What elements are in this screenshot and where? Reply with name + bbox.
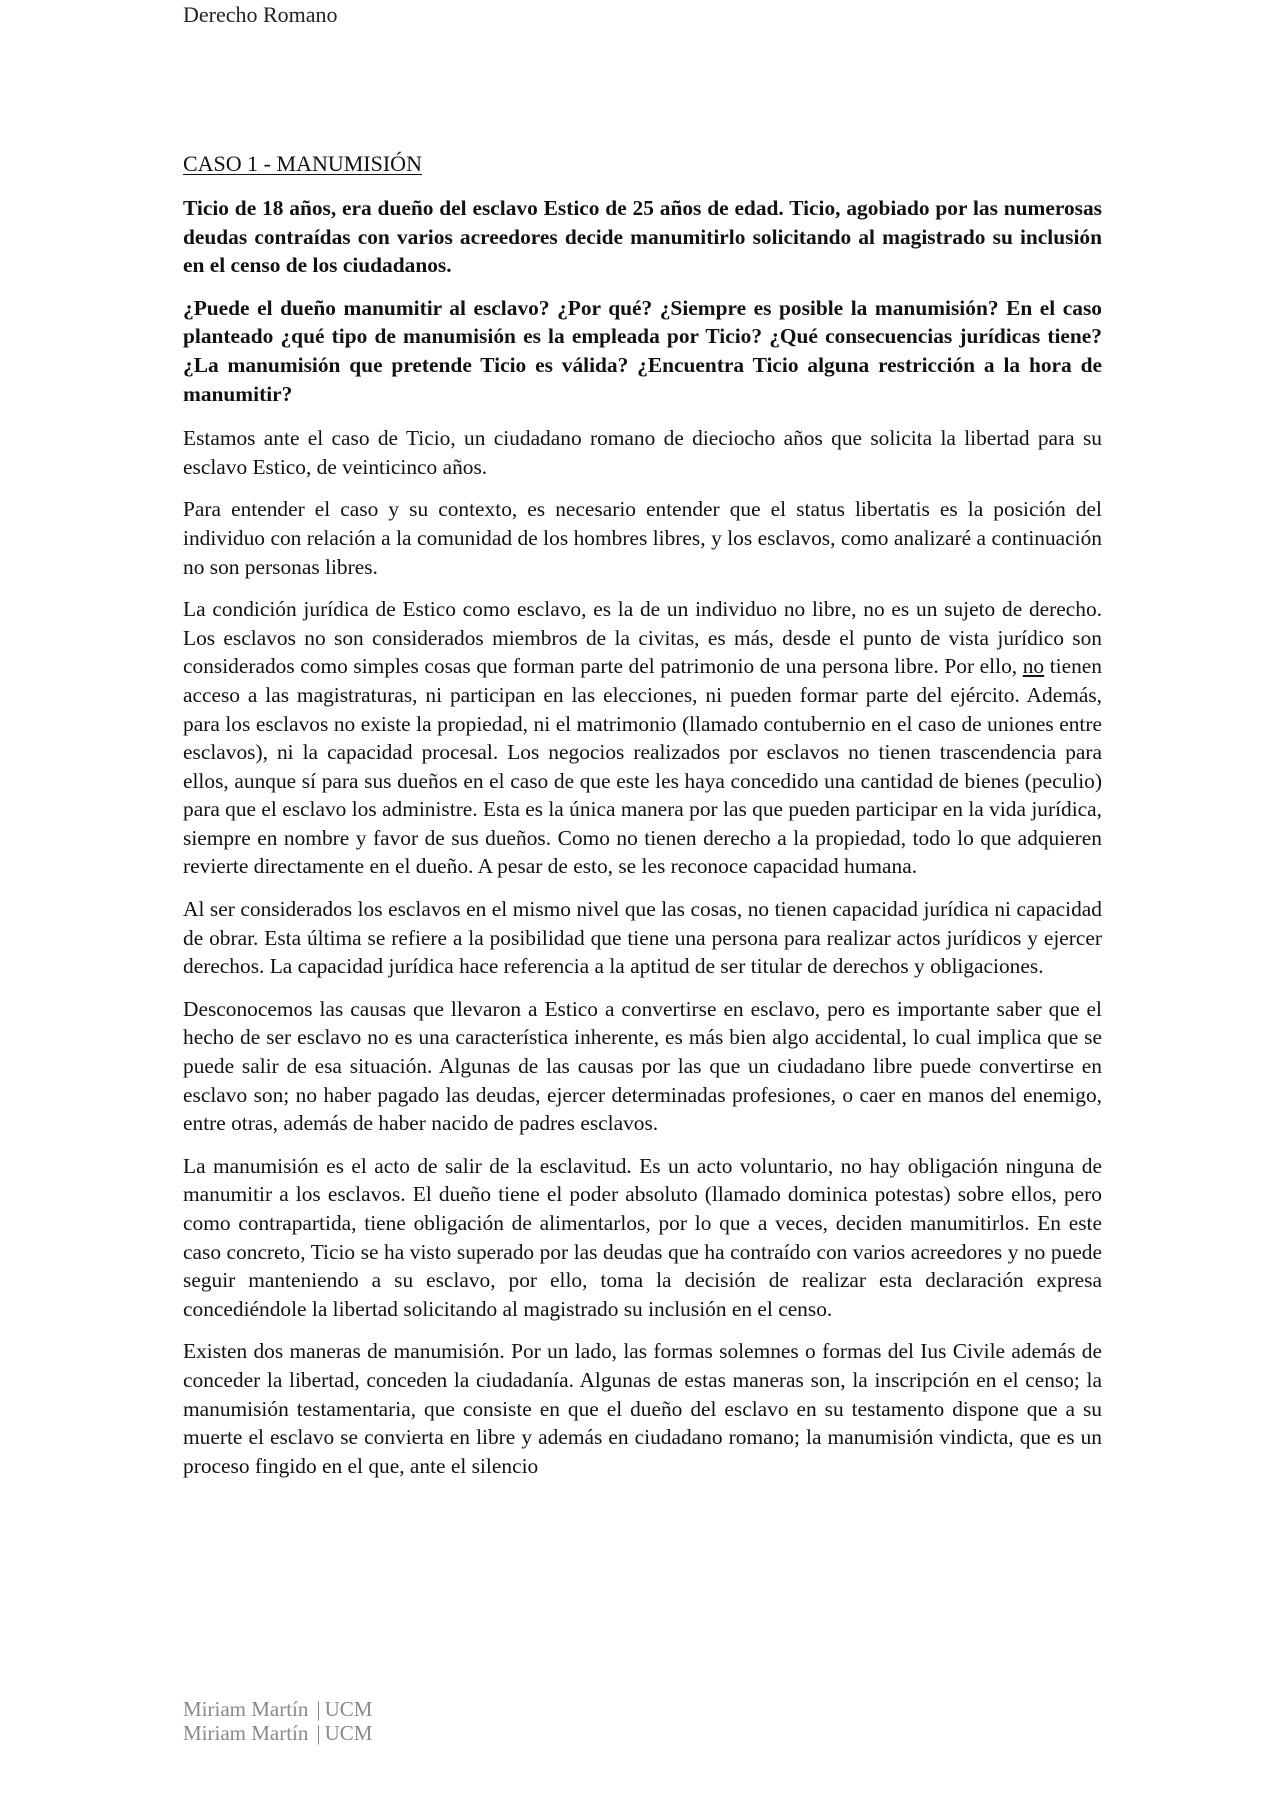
footer-line xyxy=(183,1721,372,1745)
paragraph-causas: Desconocemos las causas que llevaron a Estico a convertirse en esclavo, pero es importante saber que el hecho de ser esclavo no es una característica inherente, es más bien algo accidental, lo cual implica que se puede salir de esa situación. Algunas de las causas por las que un ciudadano libre puede convertirse en esclavo son; no haber pagado las deudas, ejercer determinadas profesiones, o caer en manos del enemigo, entre otras, además de haber nacido de padres esclavos. xyxy=(183,996,1102,1136)
paragraph-text: tienen acceso a las magistraturas, ni participan en las elecciones, ni pueden formar parte del ejército. Además, para los esclavos no existe la propiedad, ni el matrimonio (llamado contubernio en el caso de uniones entre esclavos), ni la capacidad procesal. Los negocios realizados por esclavos no tienen trascendencia para ellos, aunque sí para sus dueños en el caso de que este les haya concedido una cantidad de bienes (peculio) para que el esclavo los administre. Esta es la única manera por las que pueden participar en la vida jurídica, siempre en nombre y favor de sus dueños. Como no tienen derecho a la propiedad, todo lo que adquieren revierte directamente en el dueño. A pesar de esto, se les reconoce capacidad humana. xyxy=(183,654,1102,879)
case-questions: ¿Puede el dueño manumitir al esclavo? ¿Por qué? ¿Siempre es posible la manumisión? En el caso planteado ¿qué tipo de manumisión es la empleada por Ticio? ¿Qué consecuencias jurídicas tiene? ¿La manumisión que pretende Ticio es válida? ¿Encuentra Ticio alguna restricción a la hora de manumitir? xyxy=(183,295,1102,406)
underlined-word: no xyxy=(1022,654,1045,679)
footer-author: Miriam Martín xyxy=(183,1721,309,1745)
paragraph-condicion-juridica xyxy=(183,595,1102,881)
paragraph-intro: Estamos ante el caso de Ticio, un ciudadano romano de dieciocho años que solicita la libertad para su esclavo Estico, de veinticinco años. xyxy=(183,426,1102,479)
paragraph-manumision: La manumisión es el acto de salir de la esclavitud. Es un acto voluntario, no hay obligación ninguna de manumitir a los esclavos. El dueño tiene el poder absoluto (llamado dominica potestas) sobre ellos, pero como contrapartida, tiene obligación de alimentarlos, por lo que a veces, deciden manumitirlos. En este caso concreto, Ticio se ha visto superado por las deudas que ha contraído con varios acreedores y no puede seguir manteniendo a su esclavo, por ello, toma la decisión de realizar esta declaración expresa concediéndole la libertad solicitando al magistrado su inclusión en el censo. xyxy=(183,1153,1102,1321)
footer-line xyxy=(183,1697,372,1721)
footer-separator: | xyxy=(316,1697,321,1721)
footer-separator: | xyxy=(316,1721,321,1745)
footer-institution: UCM xyxy=(324,1721,373,1745)
paragraph-capacidad: Al ser considerados los esclavos en el mismo nivel que las cosas, no tienen capacidad jurídica ni capacidad de obrar. Esta última se refiere a la posibilidad que tiene una persona para realizar actos jurídicos y ejercer derechos. La capacidad jurídica hace referencia a la aptitud de ser titular de derechos y obligaciones. xyxy=(183,897,1102,979)
paragraph-text: La condición jurídica de Estico como esclavo, es la de un individuo no libre, no es un sujeto de derecho. Los esclavos no son considerados miembros de la civitas, es más, desde el punto de vista jurídico son considerados como simples cosas que forman parte del patrimonio de una persona libre. Por ello, xyxy=(183,597,1102,679)
case-title: CASO 1 - MANUMISIÓN xyxy=(183,151,422,176)
footer-author: Miriam Martín xyxy=(183,1697,309,1721)
footer-institution: UCM xyxy=(324,1697,373,1721)
document-body xyxy=(183,150,1102,1494)
page-footer xyxy=(183,1697,372,1745)
paragraph-status-libertatis: Para entender el caso y su contexto, es necesario entender que el status libertatis es la posición del individuo con relación a la comunidad de los hombres libres, y los esclavos, como analizaré a continuación no son personas libres. xyxy=(183,497,1102,579)
running-header: Derecho Romano xyxy=(183,2,338,27)
paragraph-formas: Existen dos maneras de manumisión. Por un lado, las formas solemnes o formas del Ius Civile además de conceder la libertad, conceden la ciudadanía. Algunas de estas maneras son, la inscripción en el censo; la manumisión testamentaria, que consiste en que el dueño del esclavo en su testamento dispone que a su muerte el esclavo se convierta en libre y además en ciudadano romano; la manumisión vindicta, que es un proceso fingido en el que, ante el silencio xyxy=(183,1339,1102,1478)
case-statement: Ticio de 18 años, era dueño del esclavo Estico de 25 años de edad. Ticio, agobiado por las numerosas deudas contraídas con varios acreedores decide manumitirlo solicitando al magistrado su inclusión en el censo de los ciudadanos. xyxy=(183,196,1102,278)
